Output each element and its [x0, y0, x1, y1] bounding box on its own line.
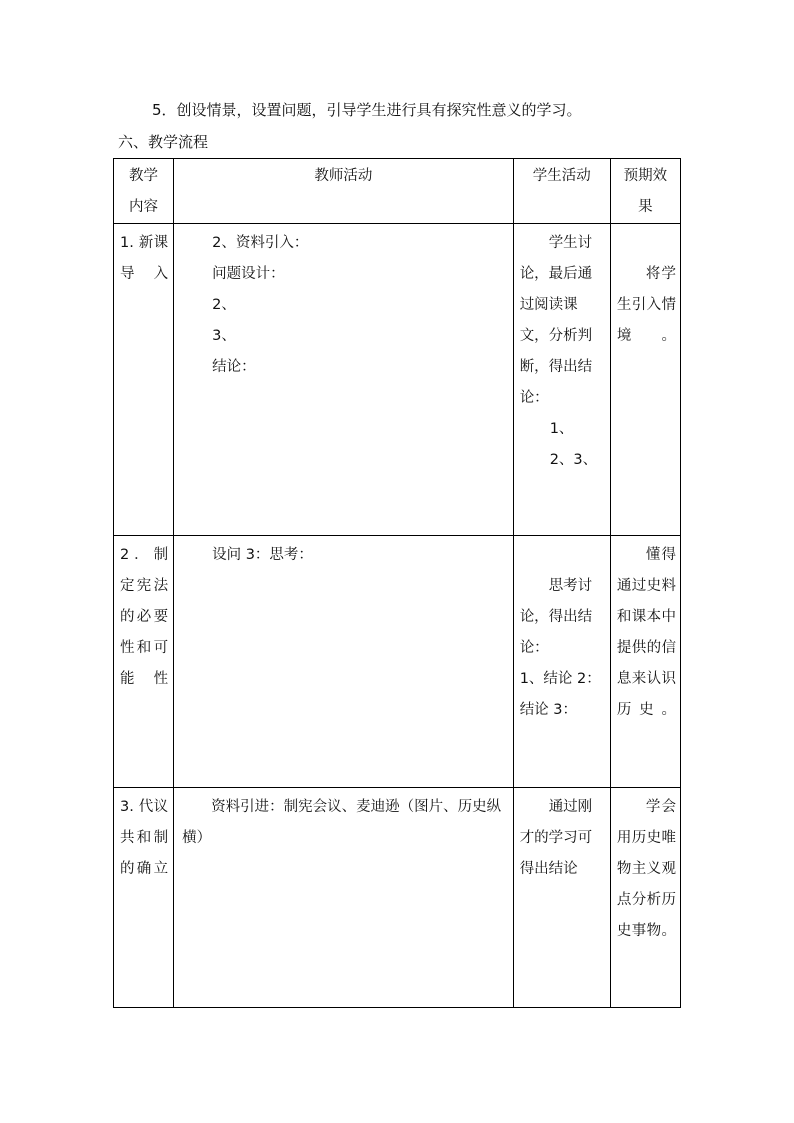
table-row — [114, 536, 681, 788]
table-header-row — [114, 159, 681, 224]
row1-student: 学生讨论，最后通过阅读课文，分析判断，得出结论： 1、 2、3、 — [513, 224, 610, 536]
row3-student: 通过刚才的学习可得出结论 — [513, 788, 610, 1008]
row2-content: 2．制定宪法的必要性和可能性 — [114, 536, 174, 788]
row3-effect: 学会用历史唯物主义观点分析历史事物。 — [610, 788, 680, 1008]
header-effect: 预期效果 — [610, 159, 680, 224]
header-student: 学生活动 — [513, 159, 610, 224]
row1-content: 1. 新课导入 — [114, 224, 174, 536]
row1-teacher: 2、资料引入： 问题设计： 2、 3、 结论： — [174, 224, 514, 536]
header-teacher: 教师活动 — [174, 159, 514, 224]
section-title: 六、教学流程 — [118, 133, 209, 151]
row3-teacher: 资料引进：制宪会议、麦迪逊（图片、历史纵横） — [174, 788, 514, 1008]
table-row — [114, 788, 681, 1008]
row1-effect: 将学生引入情境。 — [610, 224, 680, 536]
row2-teacher: 设问 3：思考： — [174, 536, 514, 788]
row2-student: 思考讨论，得出结论： 1、结论 2： 结论 3： — [513, 536, 610, 788]
row2-effect: 懂得通过史料和课本中提供的信息来认识历史。 — [610, 536, 680, 788]
intro-paragraph: 5．创设情景，设置问题，引导学生进行具有探究性意义的学习。 — [152, 101, 582, 119]
table-row — [114, 224, 681, 536]
header-content: 教学内容 — [114, 159, 174, 224]
teaching-flow-table — [113, 158, 681, 1008]
row3-content: 3. 代议共和制的确立 — [114, 788, 174, 1008]
